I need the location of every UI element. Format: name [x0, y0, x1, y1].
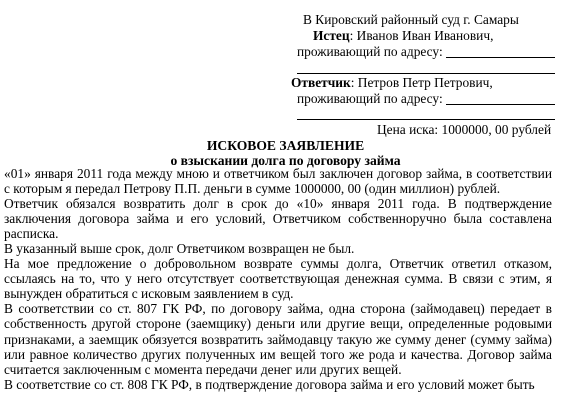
plaintiff-line — [313, 28, 493, 43]
document-subtitle: о взыскании долга по договору займа — [170, 153, 401, 168]
paragraph-4: На мое предложение о добровольном возврате суммы долга, Ответчик ответил отказом, ссылаясь на то, что у него отсутствует соответствующая денежная сумма. В связи с этим, я вынужден обратиться с исковым заявлением в суд. — [4, 256, 552, 302]
defendant-address-label: проживающий по адресу: — [297, 91, 443, 106]
plaintiff-address-blank — [446, 57, 555, 58]
defendant-address-blank-2 — [297, 119, 555, 120]
paragraph-1: «01» января 2011 года между мною и ответчиком был заключен договор займа, в соответствии с которым я передал Петрову П.П. деньги в сумме 1000000, 00 (один миллион) рублей. — [4, 166, 552, 197]
document-body — [4, 166, 552, 392]
defendant-address-blank — [446, 104, 555, 105]
defendant-name: : Петров Петр Петрович, — [350, 75, 493, 90]
paragraph-3: В указанный выше срок, долг Ответчиком возвращен не был. — [4, 241, 355, 257]
paragraph-6: В соответствие со ст. 808 ГК РФ, в подтверждение договора займа и его условий может быть — [4, 376, 535, 392]
defendant-line — [291, 75, 493, 90]
plaintiff-name: : Иванов Иван Иванович, — [349, 28, 494, 43]
plaintiff-address-label: проживающий по адресу: — [297, 44, 443, 59]
defendant-label: Ответчик — [291, 75, 351, 90]
plaintiff-address-blank-2 — [297, 73, 555, 74]
court-line: В Кировский районный суд г. Самары — [303, 12, 519, 27]
claim-price: Цена иска: 1000000, 00 рублей — [377, 122, 552, 137]
plaintiff-label: Истец — [313, 28, 350, 43]
paragraph-2: Ответчик обязался возвратить долг в срок до «10» января 2011 года. В подтверждение заключения договора займа и его условий, Ответчиком собственноручно была составлена расписка. — [4, 196, 552, 242]
document-title: ИСКОВОЕ ЗАЯВЛЕНИЕ — [206, 138, 365, 153]
paragraph-5: В соответствии со ст. 807 ГК РФ, по договору займа, одна сторона (займодавец) передает в собственность другой стороне (заемщику) деньги или другие вещи, определенные родовыми признаками, а заемщик обязуется возвратить займодавцу такую же сумму денег (сумму займа) или равное количество других полученных им вещей того же рода и качества. Договор займа считается заключенным с момента передачи денег или других вещей. — [4, 301, 552, 377]
